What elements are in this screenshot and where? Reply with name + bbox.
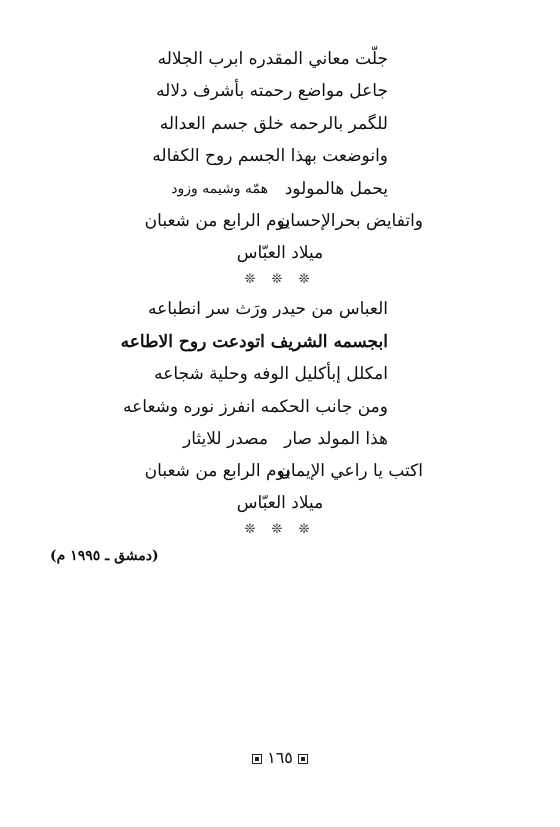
poem-line: للگمر بالرحمه خلق جسم العداله: [159, 114, 388, 134]
place-date-note: (دمشق ـ ١٩٩٥ م): [50, 548, 159, 564]
couplet-right: يحمل هالمولود: [284, 179, 388, 199]
couplet-left: مصدر للايثار: [183, 429, 268, 449]
poem-line: جلّت معاني المقدره ابرب الجلاله: [157, 49, 388, 69]
page-number-text: ١٦٥: [267, 748, 293, 767]
refrain-title: ميلاد العبّاس: [236, 493, 324, 513]
couplet-right: واتفايض بحرالإحسان: [277, 211, 423, 231]
poem-line: وانوضعت بهذا الجسم روح الكفاله: [152, 146, 388, 166]
section-separator: ❊ ❊ ❊: [244, 522, 316, 537]
poem-line: امكلل إبأكليل الوفه وحلية شجاعه: [154, 364, 388, 384]
couplet-left: يوم الرابع من شعبان: [144, 461, 290, 481]
ornament-box-icon: [252, 754, 262, 764]
poem-line: جاعل مواضع رحمته بأشرف دلاله: [156, 81, 388, 101]
couplet-left: همّه وشيمه وزود: [171, 181, 268, 197]
ornament-box-icon: [298, 754, 308, 764]
couplet-right: هذا المولد صار: [284, 429, 388, 449]
page-number: [0, 748, 560, 767]
couplet-right: اكتب يا راعي الإيمان: [278, 461, 423, 481]
poem-line: العباس من حيدر ورَث سر انطباعه: [147, 299, 388, 319]
section-separator: ❊ ❊ ❊: [244, 272, 316, 287]
refrain-title: ميلاد العبّاس: [236, 243, 324, 263]
poem-line: ومن جانب الحكمه انفرز نوره وشعاعه: [123, 397, 388, 417]
couplet-left: يوم الرابع من شعبان: [144, 211, 290, 231]
poem-line: ابجسمه الشريف اتودعت روح الاطاعه: [120, 332, 388, 352]
